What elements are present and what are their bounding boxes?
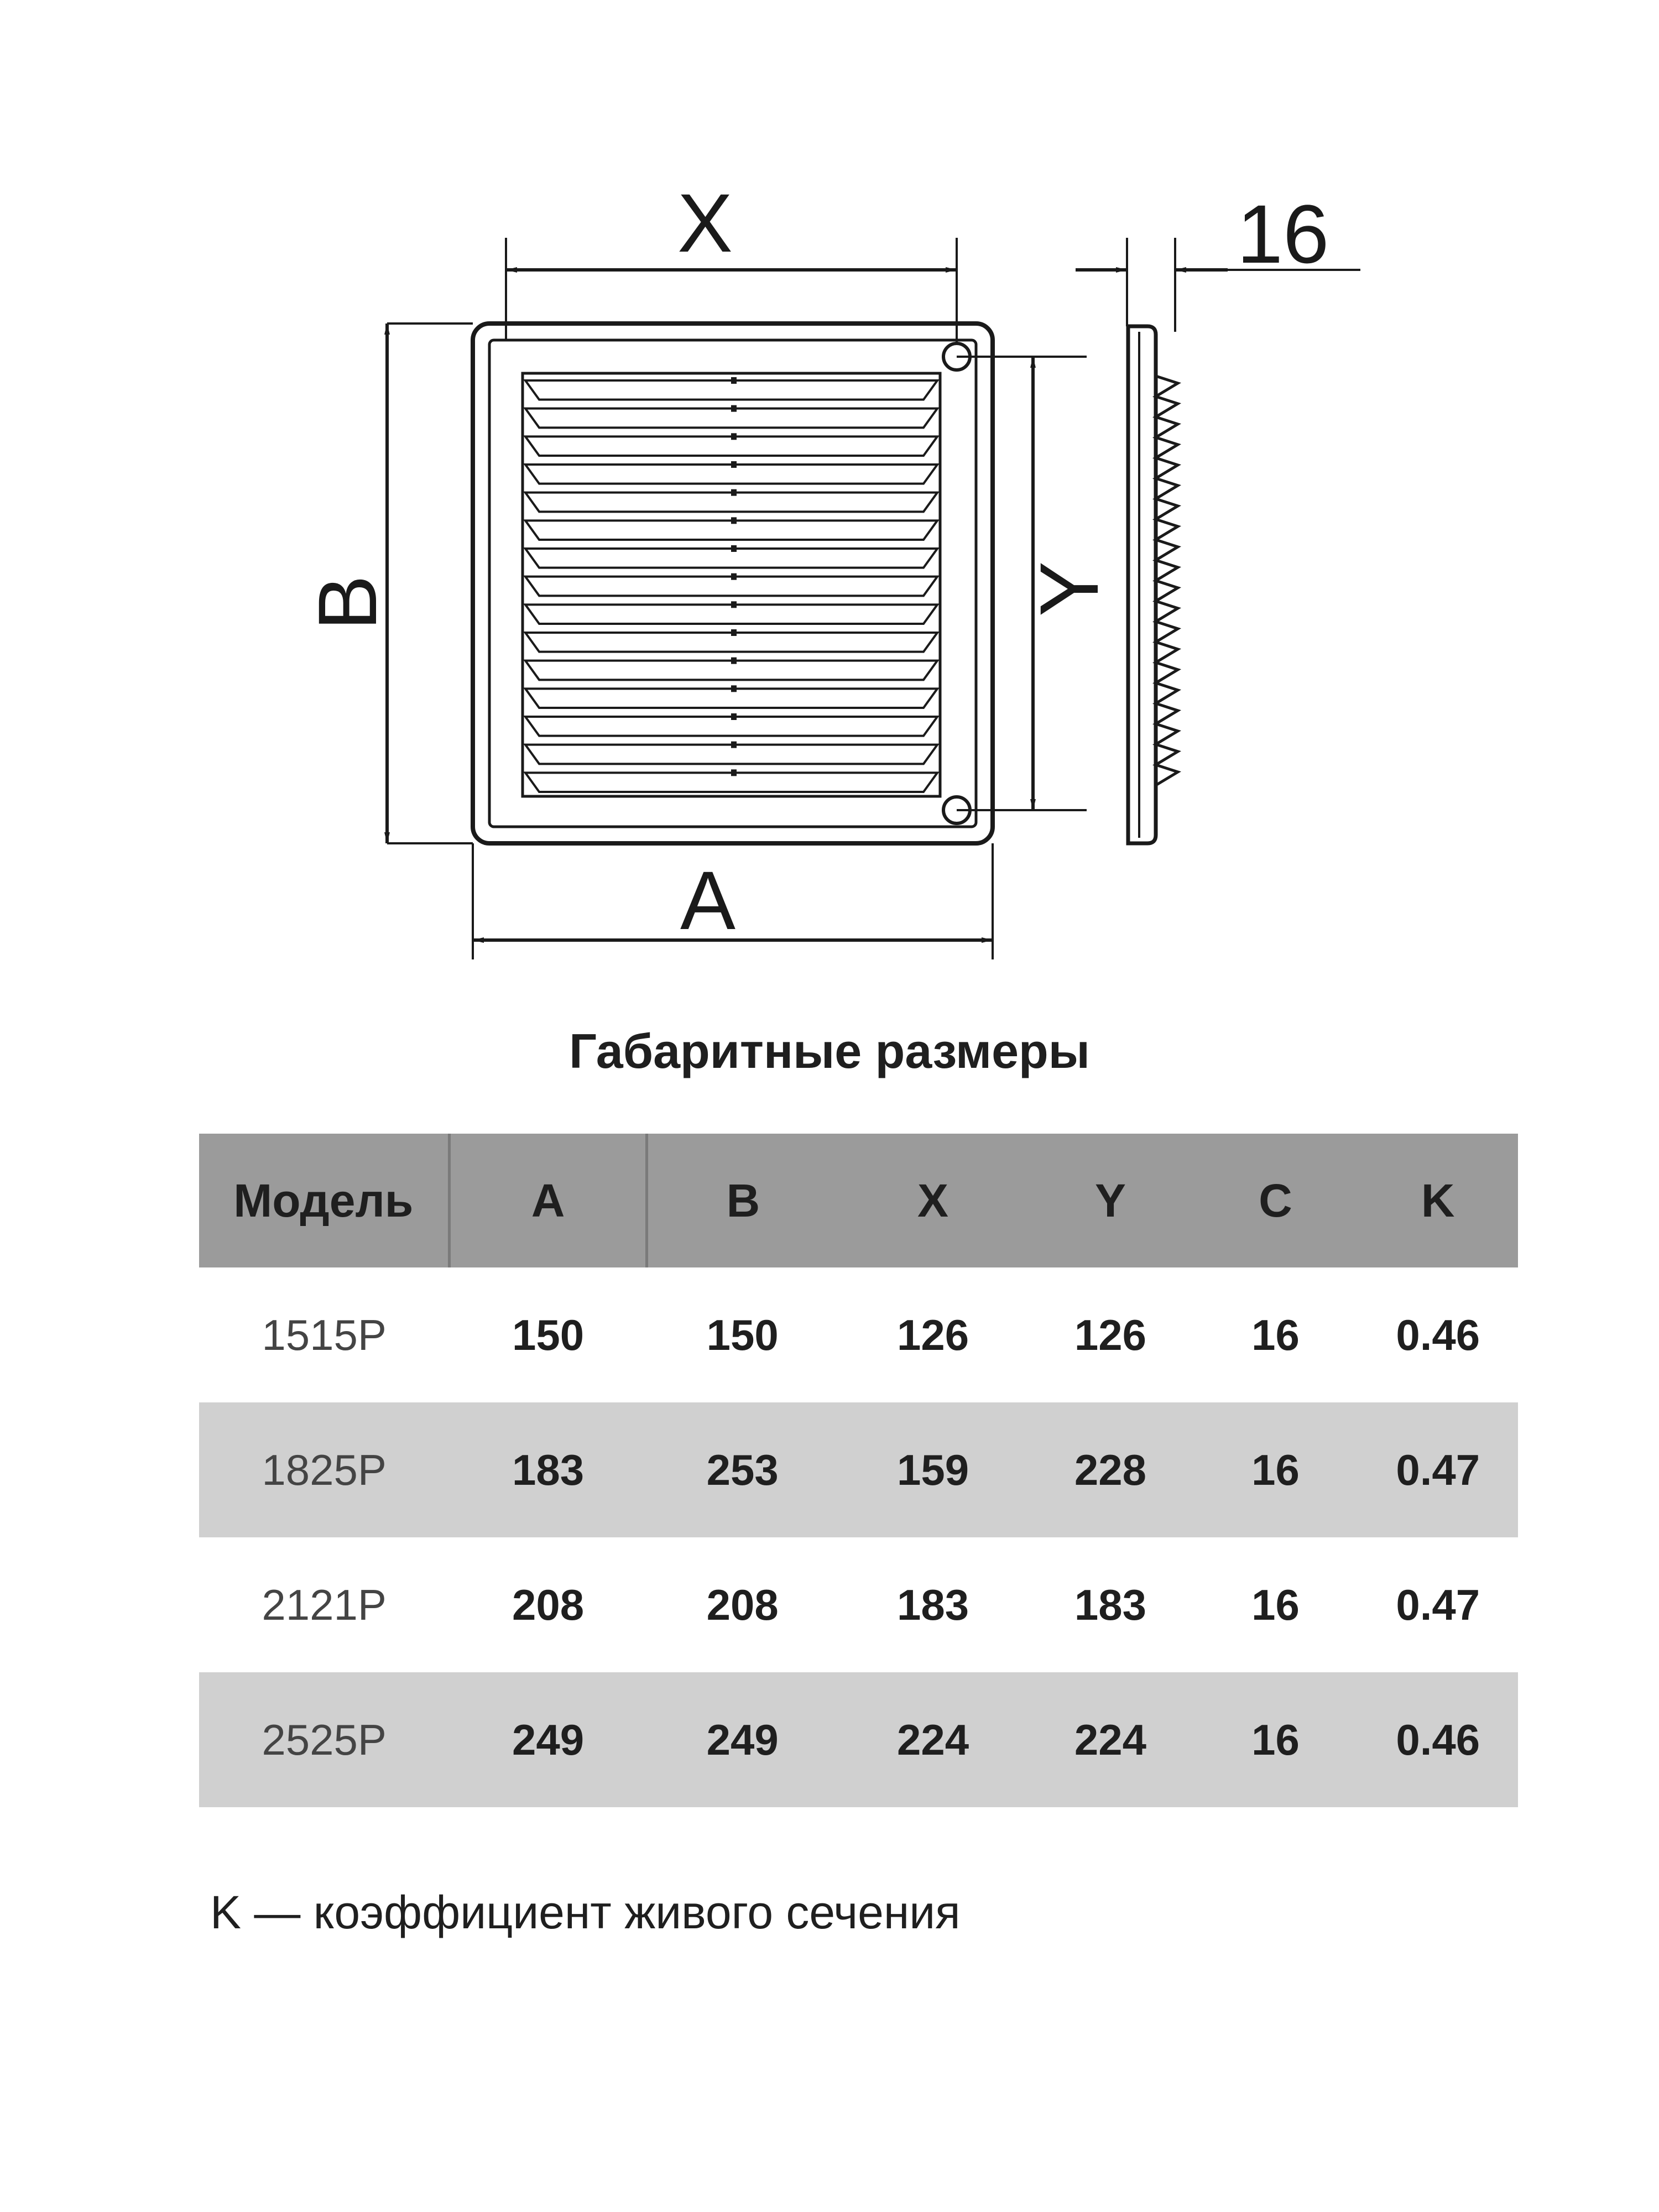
cell-c: 16 — [1193, 1672, 1358, 1807]
cell-c: 16 — [1193, 1402, 1358, 1537]
side-view — [1128, 326, 1178, 843]
louver-rib — [731, 713, 737, 720]
cell-model: 1515P — [262, 1310, 387, 1359]
louver-rib — [731, 377, 737, 384]
cell-x: 183 — [896, 1580, 969, 1629]
header-k: K — [1358, 1134, 1518, 1267]
cell-y: 224 — [1028, 1672, 1193, 1807]
cell-x: 224 — [838, 1672, 1027, 1807]
header-x: X — [838, 1134, 1027, 1267]
header-y: Y — [1028, 1134, 1193, 1267]
dimensions-table — [199, 1134, 1518, 1807]
table-title: Габаритные размеры — [569, 1024, 1090, 1078]
cell-x: 126 — [896, 1310, 969, 1359]
louver-rib — [731, 769, 737, 776]
front-view — [473, 324, 993, 843]
cell-a: 208 — [512, 1580, 585, 1629]
label-x: X — [677, 176, 733, 269]
table-row — [199, 1672, 1518, 1807]
technical-drawing — [0, 0, 1659, 995]
label-a: A — [680, 854, 736, 947]
table-header-row — [199, 1134, 1518, 1267]
table-row — [199, 1267, 1518, 1402]
side-view-louver-profile — [1156, 376, 1178, 785]
cell-b: 208 — [706, 1580, 779, 1629]
table-row — [199, 1402, 1518, 1537]
cell-k: 0.47 — [1396, 1580, 1480, 1629]
cell-b: 150 — [706, 1310, 779, 1359]
cell-b: 249 — [647, 1672, 838, 1807]
louver-rib — [731, 433, 737, 440]
louver-rib — [731, 601, 737, 608]
cell-a: 183 — [449, 1402, 647, 1537]
extension-lines — [387, 238, 1360, 959]
cell-c: 16 — [1251, 1580, 1300, 1629]
label-b: B — [301, 575, 394, 631]
louver-rib — [731, 517, 737, 524]
cell-y: 228 — [1028, 1402, 1193, 1537]
grille-outer-frame — [473, 324, 993, 843]
louver-rib — [731, 461, 737, 468]
cell-y: 183 — [1074, 1580, 1147, 1629]
louver-rib — [731, 405, 737, 412]
table-row — [199, 1537, 1518, 1672]
cell-model: 1825P — [199, 1402, 449, 1537]
louver-rib — [731, 658, 737, 664]
footnote: K — коэффициент живого сечения — [210, 1886, 961, 1938]
louver-rib — [731, 685, 737, 692]
louver-rib — [731, 742, 737, 748]
louver-rib — [731, 545, 737, 552]
label-thickness: 16 — [1237, 187, 1329, 280]
header-a: A — [449, 1134, 647, 1267]
label-y: Y — [1022, 561, 1115, 617]
cell-k: 0.46 — [1358, 1672, 1518, 1807]
cell-k: 0.46 — [1396, 1310, 1480, 1359]
cell-a: 249 — [449, 1672, 647, 1807]
louver-rib — [731, 489, 737, 496]
cell-c: 16 — [1251, 1310, 1300, 1359]
louver-rib — [731, 573, 737, 580]
header-b: B — [647, 1134, 838, 1267]
header-c: C — [1193, 1134, 1358, 1267]
louver-slats — [525, 377, 937, 792]
cell-b: 253 — [647, 1402, 838, 1537]
cell-y: 126 — [1074, 1310, 1147, 1359]
cell-model: 2121P — [262, 1580, 387, 1629]
cell-model: 2525P — [199, 1672, 449, 1807]
grille-inner-frame — [489, 340, 976, 827]
cell-k: 0.47 — [1358, 1402, 1518, 1537]
cell-x: 159 — [838, 1402, 1027, 1537]
header-model: Модель — [199, 1134, 449, 1267]
louver-rib — [731, 629, 737, 636]
cell-a: 150 — [512, 1310, 585, 1359]
